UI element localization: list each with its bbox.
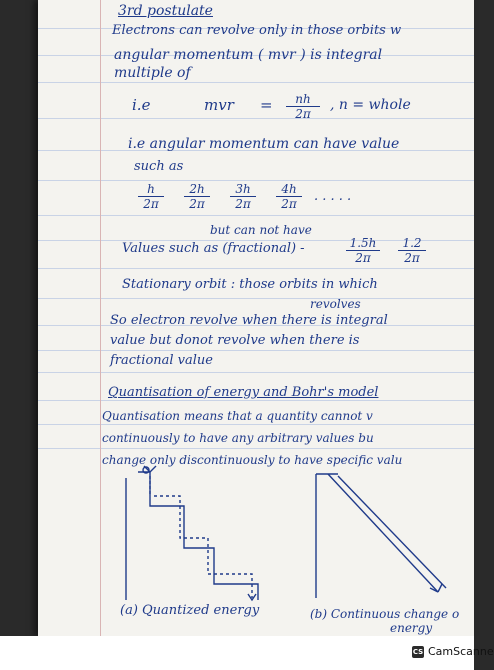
note-line: i.e angular momentum can have value [128, 136, 400, 152]
fractional-denominator: 2π [398, 250, 426, 265]
values-ellipsis: . . . . . [314, 189, 352, 204]
continuous-ramp [316, 474, 446, 598]
fractional-numerator: 1.2 [402, 236, 422, 250]
value-denominator: 2π [276, 196, 302, 211]
eq-equals: = [260, 96, 273, 114]
note-line: fractional value [110, 353, 213, 368]
notebook-page [38, 0, 474, 636]
note-line: Electrons can revolve only in those orbits w [112, 23, 402, 38]
eq-prefix: i.e [132, 96, 151, 114]
note-line: change only discontinuously to have specific valu [102, 453, 403, 467]
note-line: continuously to have any arbitrary values bu [102, 431, 374, 445]
note-line: Stationary orbit : those orbits in which [122, 277, 378, 292]
note-line: Values such as (fractional) - [122, 241, 305, 256]
eq-numerator: nh [295, 92, 311, 106]
camscanner-watermark: CamScanne [428, 645, 494, 658]
camscanner-logo-icon: CS [412, 648, 424, 656]
note-line: So electron revolve when there is integral [110, 313, 388, 328]
note-line: Quantisation means that a quantity cannot v [102, 409, 373, 423]
fractional-numerator: 1.5h [349, 236, 377, 250]
energy-diagram [38, 0, 474, 636]
fractional-denominator: 2π [346, 250, 380, 265]
section-title: Quantisation of energy and Bohr's model [108, 385, 379, 400]
caption-b: (b) Continuous change o [310, 607, 460, 621]
eq-denominator: 2π [286, 106, 320, 121]
note-line: value but donot revolve when there is [110, 333, 360, 348]
caption-b-line2: energy [390, 621, 433, 635]
eq-tail: , n = whole [330, 97, 411, 113]
quantized-staircase [126, 466, 258, 600]
value-denominator: 2π [138, 196, 164, 211]
note-line: revolves [310, 297, 361, 311]
note-line: multiple of [114, 65, 191, 81]
caption-a: (a) Quantized energy [120, 603, 260, 618]
value-numerator: h [147, 182, 155, 196]
value-denominator: 2π [184, 196, 210, 211]
value-denominator: 2π [230, 196, 256, 211]
note-line: but can not have [210, 223, 312, 237]
heading: 3rd postulate [118, 3, 213, 19]
value-numerator: 4h [281, 182, 297, 196]
scanner-footer [0, 636, 474, 670]
note-line: angular momentum ( mvr ) is integral [114, 47, 383, 63]
value-numerator: 3h [235, 182, 251, 196]
dashed-path [154, 496, 252, 598]
note-line: such as [134, 159, 184, 174]
value-numerator: 2h [189, 182, 205, 196]
eq-lhs: mvr [204, 96, 234, 114]
